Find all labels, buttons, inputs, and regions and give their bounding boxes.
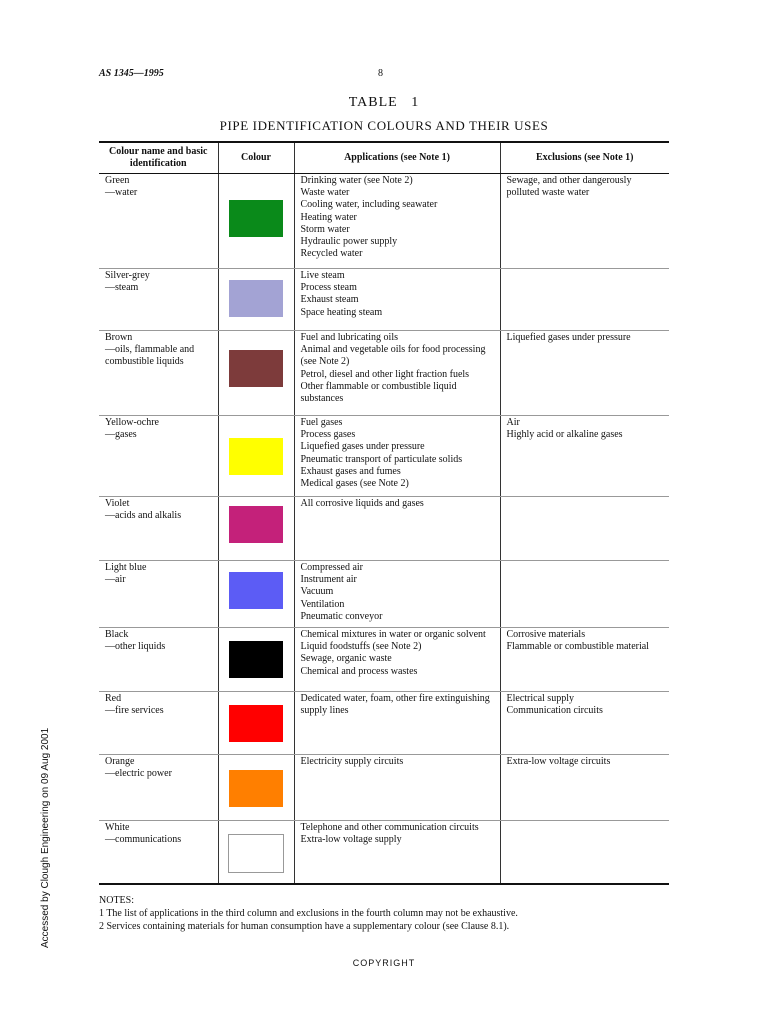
application-item: Process gases	[300, 429, 356, 441]
colour-name-cell	[99, 628, 218, 692]
colour-name-cell	[99, 755, 218, 821]
colour-name-cell	[99, 331, 218, 416]
application-item: All corrosive liquids and gases	[300, 498, 424, 509]
colour-swatch	[229, 770, 283, 807]
exclusions-cell	[500, 755, 669, 821]
basic-identification: —communications	[105, 834, 182, 846]
application-item: Medical gases (see Note 2)	[300, 478, 409, 490]
applications-cell	[294, 561, 500, 628]
application-item: Pneumatic conveyor	[300, 610, 383, 622]
colour-name: Green	[105, 175, 130, 186]
application-item: Exhaust gases and fumes	[300, 465, 401, 477]
page-number: 8	[378, 68, 383, 79]
colour-name-cell	[99, 561, 218, 628]
copyright-footer: COPYRIGHT	[352, 958, 416, 968]
colour-name: Violet	[105, 498, 130, 509]
application-item: Waste water	[300, 187, 350, 199]
table-row	[99, 416, 669, 497]
colour-cell	[218, 692, 294, 755]
access-watermark: Accessed by Clough Engineering on 09 Aug 2001	[40, 727, 51, 948]
table-row	[99, 821, 669, 884]
application-item: Electricity supply circuits	[300, 756, 404, 767]
exclusion-item: Flammable or combustible material	[506, 641, 649, 653]
exclusion-item: Liquefied gases under pressure	[506, 332, 631, 343]
application-item: Process steam	[300, 282, 357, 294]
colour-name: Red	[105, 693, 122, 704]
table-title: PIPE IDENTIFICATION COLOURS AND THEIR USES	[219, 118, 549, 133]
colour-name-cell	[99, 692, 218, 755]
basic-identification: —other liquids	[105, 641, 166, 653]
table-row	[99, 331, 669, 416]
application-item: Heating water	[300, 211, 357, 223]
application-item: Storm water	[300, 223, 350, 235]
table-row	[99, 628, 669, 692]
pipe-colours-table	[99, 141, 669, 885]
application-item: Other flammable or combustible liquid substances	[300, 380, 457, 405]
application-item: Telephone and other communication circuits	[300, 822, 479, 833]
application-item: Dedicated water, foam, other fire extinguishing supply lines	[300, 693, 490, 717]
table-row	[99, 755, 669, 821]
basic-identification: —oils, flammable and combustible liquids	[105, 344, 195, 368]
exclusion-item: Corrosive materials	[506, 629, 586, 640]
applications-cell	[294, 755, 500, 821]
applications-cell	[294, 416, 500, 497]
application-item: Recycled water	[300, 248, 363, 260]
application-item: Instrument air	[300, 574, 357, 586]
exclusion-item: Extra-low voltage circuits	[506, 756, 611, 767]
colour-name-cell	[99, 821, 218, 884]
colour-swatch	[229, 572, 283, 609]
colour-cell	[218, 416, 294, 497]
application-item: Fuel and lubricating oils	[300, 332, 398, 343]
colour-cell	[218, 497, 294, 561]
application-item: Fuel gases	[300, 417, 343, 428]
colour-name-cell	[99, 416, 218, 497]
exclusions-cell	[500, 331, 669, 416]
colour-name: Yellow-ochre	[105, 417, 159, 428]
col-header-applications: Applications (see Note 1)	[294, 142, 500, 174]
application-item: Pneumatic transport of particulate solids	[300, 453, 463, 465]
table-row	[99, 692, 669, 755]
note-item: 2 Services containing materials for human consumption have a supplementary colour (see Clause 8.1).	[99, 921, 510, 932]
colour-swatch	[229, 705, 283, 742]
applications-cell	[294, 331, 500, 416]
applications-cell	[294, 269, 500, 331]
application-item: Cooling water, including seawater	[300, 199, 438, 211]
application-item: Exhaust steam	[300, 294, 359, 306]
exclusions-cell	[500, 561, 669, 628]
colour-cell	[218, 628, 294, 692]
applications-cell	[294, 692, 500, 755]
colour-name-cell	[99, 174, 218, 269]
colour-swatch	[229, 506, 283, 543]
colour-name: Silver-grey	[105, 270, 150, 281]
colour-name: Brown	[105, 332, 133, 343]
exclusion-item: Electrical supply	[506, 693, 574, 704]
colour-swatch	[229, 280, 283, 317]
colour-cell	[218, 269, 294, 331]
application-item: Extra-low voltage supply	[300, 834, 402, 846]
table-row	[99, 174, 669, 269]
exclusion-item: Air	[506, 417, 520, 428]
colour-name: Light blue	[105, 562, 147, 573]
colour-swatch	[229, 641, 283, 678]
basic-identification: —gases	[105, 429, 137, 441]
colour-swatch	[229, 438, 283, 475]
application-item: Compressed air	[300, 562, 363, 573]
exclusions-cell	[500, 416, 669, 497]
colour-name-cell	[99, 497, 218, 561]
applications-cell	[294, 628, 500, 692]
application-item: Chemical mixtures in water or organic solvent	[300, 629, 486, 640]
exclusions-cell	[500, 174, 669, 269]
colour-name: Black	[105, 629, 129, 640]
col-header-name: Colour name and basic identification	[99, 142, 218, 174]
colour-cell	[218, 821, 294, 884]
basic-identification: —steam	[105, 282, 139, 294]
basic-identification: —air	[105, 574, 126, 586]
notes-heading: NOTES:	[99, 895, 134, 906]
colour-swatch	[228, 834, 284, 873]
colour-cell	[218, 561, 294, 628]
exclusions-cell	[500, 821, 669, 884]
basic-identification: —water	[105, 187, 138, 199]
application-item: Liquid foodstuffs (see Note 2)	[300, 641, 422, 653]
note-item: 1 The list of applications in the third column and exclusions in the fourth column may not be exhaustive.	[99, 908, 518, 919]
application-item: Drinking water (see Note 2)	[300, 175, 413, 186]
application-item: Sewage, organic waste	[300, 653, 392, 665]
table-row	[99, 497, 669, 561]
applications-cell	[294, 174, 500, 269]
exclusion-item: Highly acid or alkaline gases	[506, 429, 623, 441]
exclusion-item: Sewage, and other dangerously polluted waste water	[506, 175, 632, 199]
table-row	[99, 269, 669, 331]
application-item: Space heating steam	[300, 306, 383, 318]
colour-cell	[218, 755, 294, 821]
basic-identification: —electric power	[105, 768, 172, 780]
basic-identification: —fire services	[105, 705, 164, 717]
colour-cell	[218, 174, 294, 269]
table-number: TABLE 1	[348, 95, 420, 110]
basic-identification: —acids and alkalis	[105, 510, 182, 522]
colour-name: White	[105, 822, 130, 833]
application-item: Animal and vegetable oils for food processing (see Note 2)	[300, 344, 486, 368]
application-item: Live steam	[300, 270, 345, 281]
notes	[99, 894, 518, 933]
applications-cell	[294, 497, 500, 561]
application-item: Petrol, diesel and other light fraction fuels	[300, 368, 470, 380]
application-item: Ventilation	[300, 598, 345, 610]
exclusion-item: Communication circuits	[506, 705, 603, 717]
colour-swatch	[229, 200, 283, 237]
colour-swatch	[229, 350, 283, 387]
exclusions-cell	[500, 497, 669, 561]
col-header-colour: Colour	[218, 142, 294, 174]
exclusions-cell	[500, 692, 669, 755]
application-item: Chemical and process wastes	[300, 665, 418, 677]
col-header-exclusions: Exclusions (see Note 1)	[500, 142, 669, 174]
application-item: Hydraulic power supply	[300, 236, 398, 248]
standard-reference: AS 1345—1995	[99, 68, 164, 79]
applications-cell	[294, 821, 500, 884]
application-item: Liquefied gases under pressure	[300, 441, 425, 453]
table-header-row	[99, 142, 669, 174]
colour-name-cell	[99, 269, 218, 331]
colour-cell	[218, 331, 294, 416]
application-item: Vacuum	[300, 586, 334, 598]
exclusions-cell	[500, 628, 669, 692]
exclusions-cell	[500, 269, 669, 331]
table-row	[99, 561, 669, 628]
colour-name: Orange	[105, 756, 135, 767]
